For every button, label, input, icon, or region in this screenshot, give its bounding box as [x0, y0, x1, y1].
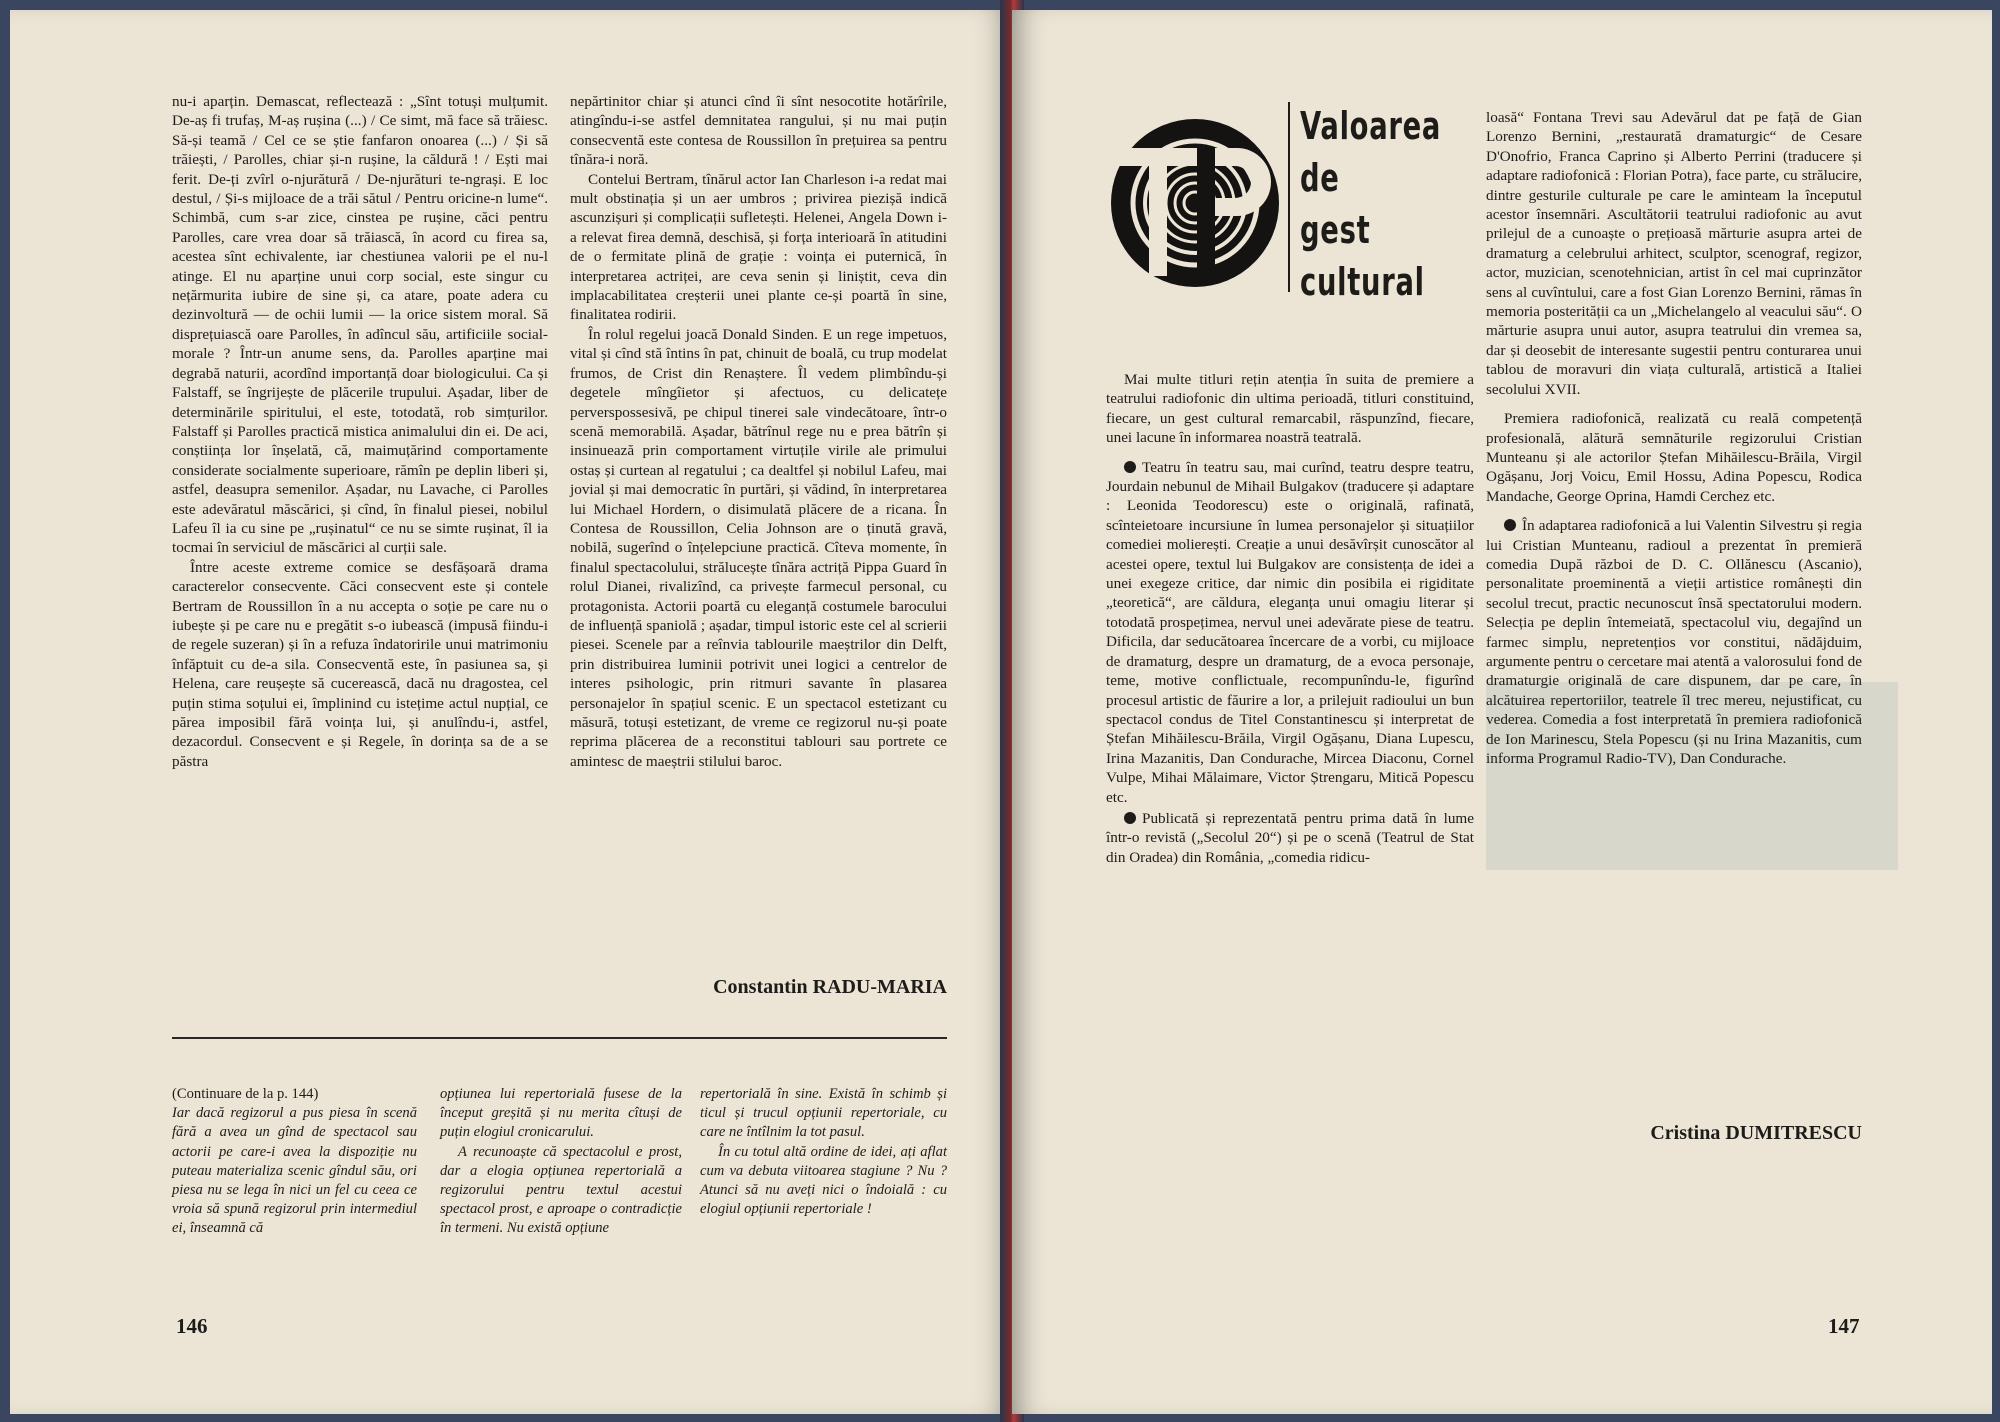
bullet-icon [1124, 461, 1136, 473]
ollanescu-paragraph [1486, 516, 1862, 768]
continuation-col-3 [700, 1085, 947, 1219]
bullet-icon [1124, 812, 1136, 824]
title-line-2: de [1300, 156, 1340, 200]
continuation-col1-text: Iar dacă regizorul a pus piesa în scenă fără a avea un gînd de spectacol sau actorii pe care-i avea la dispoziție nu puteau materializa scenic gîndul său, ori piesa nu se lega în nici un fel cu ceea ce vroia să spună regizorul prin intermediul ei, înseamnă că [172, 1105, 417, 1237]
left-col1-para-2: Între aceste extreme comice se desfășoară drama caracterelor consecvente. Căci consecvent este și contele Bertram de Roussillon în a nu accepta o soție pe care nu o iubește și pe care nu e pregătit s-o iubească (impusă fiindu-i de regele suzeran) și în a refuza îndatoririle unui matrimoniu înfăptuit cu de-a sila. Consecventă este, în pasiunea sa, și Helena, care reușește să cucerească, dacă nu dragostea, cel puțin stima soțului ei, împlinind cu istețime actul nupțial, ce părea imposibil fără voința lui, și anulîndu-i, astfel, dezacordul. Consecvent e și Regele, în dorința sa de a se păstra [172, 558, 548, 770]
continuation-ref: (Continuare de la p. 144) [172, 1086, 319, 1102]
left-col2-para-2: Contelui Bertram, tînărul actor Ian Charleson i-a redat mai mult obstinația și un aer umbros ; privirea piezișă indică ascunzișuri și complicații sufletești. Helenei, Angela Down i-a relevat firea demnă, deschisă, și forța interioară în atitudini de o fermitate plină de grație : voința ei puternică, în interpretarea actriței, are ceva senin și liniștit, ceva din implacabilitatea creșterii unei plante ce-și poartă în sine, finalitatea rodirii. [570, 170, 947, 324]
article-title [1300, 100, 1442, 308]
section-divider [172, 1037, 947, 1039]
title-line-3: gest [1300, 208, 1371, 252]
right-col-2 [1486, 108, 1862, 768]
title-divider [1288, 102, 1290, 292]
continuation-col3-text-2: În cu totul altă ordine de idei, ați aflat cum va debuta viitoarea stagiune ? Nu ? Atunci să nu aveți nici o îndoială : cu elogiul opțiunii repertoriale ! [700, 1143, 947, 1218]
publication-text: Publicată și reprezentată pentru prima dată în lume într-o revistă („Secolul 20“) și pe o scenă (Teatrul de Stat din Oradea) din România, „comedia ridicu- [1106, 809, 1474, 866]
intro-paragraph: Mai multe titluri rețin atenția în suita de premiere a teatrului radiofonic din ultima perioadă, titluri constituind, fiecare, un gest cultural remarcabil, răspunzînd, fiecare, unei lacune în informarea noastră teatrală. [1106, 371, 1474, 447]
left-col2-para-1: nepărtinitor chiar și atunci cînd îi sînt nesocotite hotărîrile, atingîndu-i-se astfel demnitatea rangului, și nu mai puțin consecventă este contesa de Roussillon în prețuirea sa pentru tînăra-i noră. [570, 93, 947, 169]
page-number-right: 147 [1828, 1314, 1860, 1338]
continuation-col-1 [172, 1085, 417, 1239]
right-page [1012, 10, 1992, 1414]
bullet-icon [1504, 519, 1516, 531]
left-col-1 [172, 92, 548, 771]
bernini-paragraph: loasă“ Fontana Trevi sau Adevărul dat pe față de Gian Lorenzo Bernini, „restaurată dramaturgic“ de Cesare D'Onofrio, Franca Caprino și Alberto Perrini (traducere și adaptare radiofonică : Florian Potra), face parte, cu strălucire, dintre gesturile culturale pe care le aminteam la începutul acestor însemnări. Ascultătorii teatrului radiofonic au avut prilejul de a cunoaște o prețioasă mărturie asupra artei de dramaturg a celebrului arhitect, sculptor, scenograf, regizor, actor, muzician, scenotehnician, artist în cel mai cuprinzător sens al cuvîntului, care a fost Gian Lorenzo Bernini, rămas în memoria posterității ca un „Michelangelo al veacului său“. O mărturie asupra unui autor, asupra teatrului din vremea sa, dar și deosebit de interesante sugestii pentru conturarea unui tablou de moravuri din viața culturală, artistică a Italiei secolului XVII. [1486, 109, 1862, 398]
title-line-1: Valoarea [1300, 104, 1442, 148]
premiere-paragraph: Premiera radiofonică, realizată cu reală competență profesională, alătură semnăturile regizorului Cristian Munteanu și ale actorilor Ștefan Mihăilescu-Brăila, Virgil Ogășanu, Jorj Voicu, Emil Hossu, Adina Popescu, Rodica Mandache, George Oprina, Hamdi Cerchez etc. [1486, 410, 1862, 505]
left-col-2 [570, 92, 947, 771]
right-col-1 [1106, 370, 1474, 867]
page-number-left: 146 [176, 1314, 208, 1338]
left-col2-para-3: În rolul regelui joacă Donald Sinden. E un rege impetuos, vital și cînd stă întins în pat, chinuit de boală, cu trup modelat frumos, de Crist din Renaștere. Îl vedem plimbîndu-și degetele mîngîietor și afectuos, cu delicatețe perverspossesivă, pe chipul tinerei sale vindecătoare, într-o scenă memorabilă. Așadar, bătrînul rege nu e prea bătrîn și insinuează prin comportament virtuțile virile ale primului ostaș și curtean al regatului ; ca dealtfel și nobilul Lafeu, mai jovial și mai democratic în purtări, și vădind, în interpretarea lui Michael Hordern, o disimulată plăcere de a ricana. În Contesa de Roussillon, Celia Johnson are o ținută gravă, nobilă, sugerînd o înțelepciune practică. Cîteva momente, în finalul spectacolului, strălucește tînăra actriță Pippa Guard în rolul Dianei, rivalizînd, ca privește farmecul personal, cu protagonista. Actorii poartă cu eleganță costumele barocului de influență spaniolă ; așadar, timpul istoric este cel al scrierii piesei. Scenele par a reînvia tablourile maeștrilor din Delft, prin distribuirea luminii potrivit unei logici a centrelor de interes psihologic, prin ritmuri savante în plasarea personajelor în spațiul scenic. E un spectacol estetizant cu măsură, totuși estetizant, de vreme ce regizorul nu-și poate reprima plăcerea de a reconstitui tablouri sau portrete ce amintesc de maeștrii stilului baroc. [570, 325, 947, 770]
publication-paragraph [1106, 809, 1474, 867]
continuation-col2-text-1: opțiunea lui repertorială fusese de la început greșită și nu merita cîtuși de puțin elogiul cronicarului. [440, 1086, 682, 1141]
ollanescu-text: În adaptarea radiofonică a lui Valentin Silvestru și regia lui Cristian Munteanu, radioul a prezentat în premieră comedia După război de D. C. Ollănescu (Ascanio), personalitate proeminentă a vieții artistice românești din secolul trecut, practic necunoscut însă spectatorului modern. Selecția pe deplin întemeiată, spectacolul viu, degajînd un farmec simplu, nepretențios vor constitui, nădăjduim, argumente pentru o cercetare mai atentă a valorosului fond de dramaturgie originală de care dispunem, dar pe care, în alcătuirea repertoriilor, teatrele îl trec mereu, nejustificat, cu vederea. Comedia a fost interpretată în premiera radiofonică de Ion Marinescu, Stela Popescu (și nu Irina Mazanitis, cum informa Programul Radio-TV), Dan Condurache. [1486, 517, 1862, 767]
right-author: Cristina DUMITRESCU [1650, 1122, 1862, 1144]
bulgakov-text: Teatru în teatru sau, mai curînd, teatru despre teatru, Jourdain nebunul de Mihail Bulgakov (traducere și adaptare : Leonida Teodorescu) este o originală, rafinată, scînteietoare incursiune în lumea personajelor și situațiilor comediei molierești. Creație a unui desăvîrșit cunoscător al acestei opere, textul lui Bulgakov are consistența de idei a unei exegeze critice, dar nimic din posibila ei rigiditate „teoretică“, are căldura, eleganța unui omagiu literar și totodată prospețimea, nervul unei adevărate piese de teatru. Dificila, dar seducătoarea încercare de a vorbi, cu mijloace de dramaturg, despre un dramaturg, de a evoca personaje, teme, motive conflictuale, recompunîndu-le, figurînd procesul artistic de făurire a lor, a prilejuit radioului un bun spectacol condus de Titel Constantinescu și interpretat de Ștefan Mihăilescu-Brăila, Virgil Ogășanu, Diana Lupescu, Irina Mazanitis, Dan Condurache, Mircea Diaconu, Cornel Vulpe, Mihai Mălaimare, Victor Ștrengaru, Mitică Popescu etc. [1106, 458, 1474, 806]
bulgakov-paragraph [1106, 458, 1474, 807]
radio-theatre-logo-icon [1105, 108, 1285, 298]
continuation-col-2 [440, 1085, 682, 1239]
continuation-col3-text-1: repertorială în sine. Există în schimb și ticul și trucul opțiunii repertoriale, cu care ne întîlnim la tot pasul. [700, 1086, 947, 1141]
continuation-col2-text-2: A recunoaște că spectacolul e prost, dar a elogia opțiunea repertorială a regizorului pentru textul acestui spectacol prost, e aproape o contradicție în termeni. Nu există opțiune [440, 1143, 682, 1237]
left-col1-para-1: nu-i aparțin. Demascat, reflectează : „Sînt totuși mulțumit. De-aș fi trufaș, M-aș rușina (...) / Ce simt, mă face să trăiesc. Să-și teamă / Cel ce se știe fanfaron onoarea (...) / Și să trăiești, / Parolles, chiar și-n rușine, la căldură ! / Ești mai ferit. De-ți zvîrl o-njurătură / De-njurături te-ngrași. E loc destul, / Și-s mijloace de a trăi sătul / Pentru oricine-n lume“. Schimbă, cum s-ar zice, cinstea pe rușine, căci pentru Parolles, care vrea doar să trăiască, în acord cu firea sa, acestea sînt echivalente, iar chestiunea valorii pe el nu-l atinge. El nu aparține unui corp social, este singur cu nețărmurita iubire de sine și, ca atare, poate adera cu dezinvoltură — de ochii lumii — la orice sistem moral. Să disprețuiască oare Parolles, în adîncul său, artificiile social-morale ? Într-un anume sens, da. Parolles aparține mai degrabă naturii, acordînd importanță doar biologicului. Ca și Falstaff, se îngrijește de plăcerile trupului. Așadar, liber de determinările spiritului, el este, totodată, rob simțurilor. Falstaff și Parolles practică mistica animalului din ei. De aci, conștiința lor înșelată, că, maimuțărind comportamente considerate socialmente superioare, rămîn pe deplin liberi și, astfel, deasupra semenilor. Așadar, nu Lavache, ci Parolles este adevăratul măscărici, și cînd, în finalul piesei, nobilul Lafeu îl ia cu sine pe „rușinatul“ ce nu se simte rușinat, îl ia tocmai în serviciul de măscărici al curții sale. [172, 93, 548, 557]
left-page [10, 10, 1010, 1414]
title-line-4: cultural [1300, 260, 1425, 304]
left-author: Constantin RADU-MARIA [713, 976, 947, 998]
